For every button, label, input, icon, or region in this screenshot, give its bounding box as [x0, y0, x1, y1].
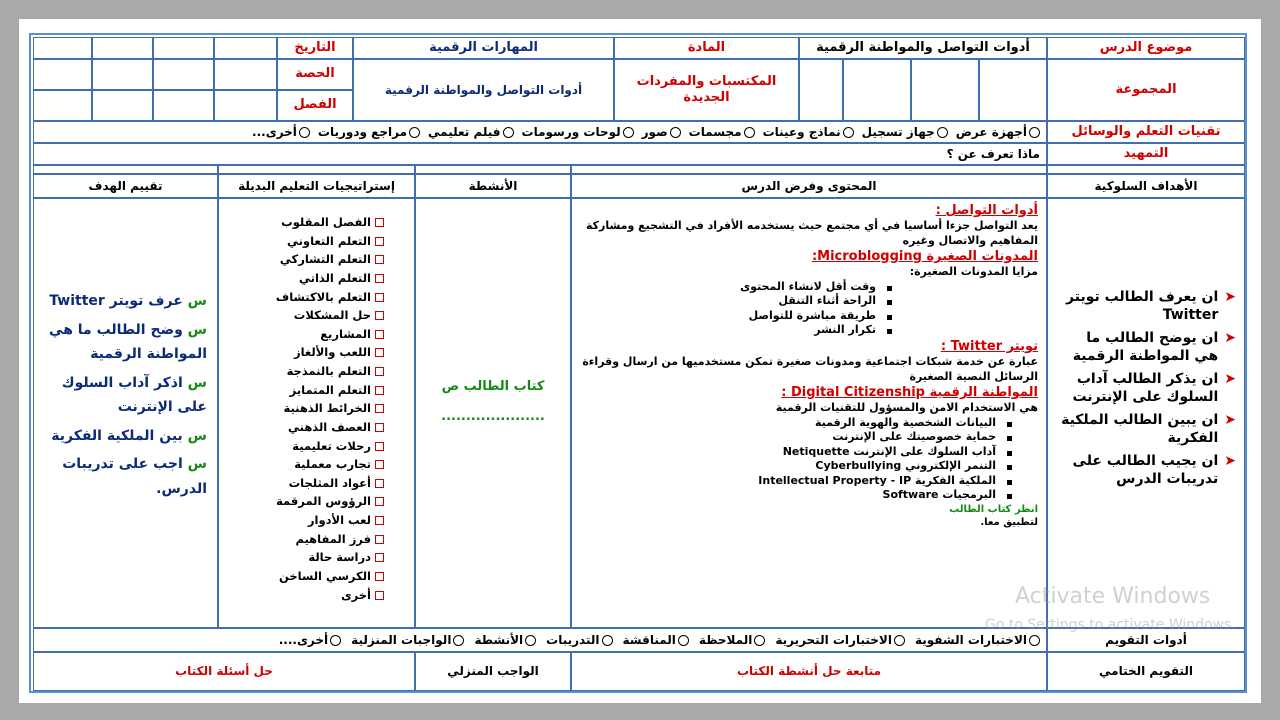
assessment-option[interactable]: الاختبارات الشفوية: [915, 633, 1040, 648]
strategy-checkbox[interactable]: اللعب والألغاز: [219, 343, 384, 362]
tools-option[interactable]: صور: [642, 125, 681, 140]
date-cell-4: [33, 37, 92, 59]
radio-circle-icon: [670, 127, 681, 138]
radio-circle-icon: [1029, 635, 1040, 646]
evaluation-question: س اجب على تدريبات الدرس.: [62, 456, 207, 497]
strategy-checkbox[interactable]: التعلم بالنمذجة: [219, 362, 384, 381]
assessment-option[interactable]: الواجبات المنزلية: [351, 633, 464, 648]
date-cell-3: [92, 37, 153, 59]
strategy-checkbox[interactable]: دراسة حالة: [219, 548, 384, 567]
intro-label: التمهيد: [1047, 143, 1245, 165]
strategy-checkbox[interactable]: حل المشكلات: [219, 306, 384, 325]
tools-option[interactable]: فيلم تعليمي: [428, 125, 514, 140]
group-cell-3: [843, 59, 911, 121]
assessment-option[interactable]: الأنشطة: [474, 633, 536, 648]
radio-circle-icon: [894, 635, 905, 646]
col-header-strategies: إستراتيجيات التعليم البديلة: [218, 174, 415, 198]
group-label: المجموعة: [1047, 59, 1245, 121]
strategy-checkbox[interactable]: التعلم الذاتي: [219, 269, 384, 288]
assessment-option[interactable]: أخرى....: [279, 633, 341, 648]
list-item: تكرار النشر: [578, 323, 898, 338]
radio-circle-icon: [409, 127, 420, 138]
strategy-checkbox[interactable]: رحلات تعليمية: [219, 437, 384, 456]
assessment-option[interactable]: المناقشة: [623, 633, 689, 648]
spacer-cell: [218, 165, 415, 174]
col-header-activities: الأنشطة: [415, 174, 571, 198]
period-cell-4: [33, 59, 92, 90]
content-paragraph: عبارة عن خدمة شبكات اجتماعية ومدونات صغيرة تمكن مستخدميها من ارسال وقراءة الرسائل النصية الصغيرة: [582, 355, 1038, 383]
arrow-left-icon: ➤: [1224, 289, 1236, 305]
strategy-checkbox[interactable]: لعب الأدوار: [219, 511, 384, 530]
content-note: انظر كتاب الطالب: [949, 503, 1038, 515]
col-header-content: المحتوى وفرض الدرس: [571, 174, 1047, 198]
radio-circle-icon: [754, 635, 765, 646]
activity-book-page: كتاب الطالب ص: [441, 379, 545, 394]
list-item: البرمجيات Software: [578, 488, 1018, 503]
intro-value: ماذا تعرف عن ؟: [33, 143, 1047, 165]
list-item: التنمر الإلكتروني Cyberbullying: [578, 459, 1018, 474]
objective-item: ➤ ان يجيب الطالب على تدريبات الدرس: [1072, 453, 1236, 487]
content-paragraph: مزايا المدونات الصغيرة:: [909, 265, 1038, 279]
period-label: الحصة: [277, 59, 353, 90]
subject-label: المادة: [614, 37, 799, 59]
spacer-cell: [33, 165, 218, 174]
radio-circle-icon: [937, 127, 948, 138]
radio-circle-icon: [623, 127, 634, 138]
list-item: البيانات الشخصية والهوية الرقمية: [578, 416, 1018, 431]
strategy-checkbox[interactable]: أعواد المثلجات: [219, 474, 384, 493]
spacer-cell: [415, 165, 571, 174]
content-heading-twitter: تويتر Twitter :: [940, 338, 1038, 354]
strategy-checkbox[interactable]: التعلم التعاوني: [219, 232, 384, 251]
tools-option[interactable]: مراجع ودوريات: [318, 125, 420, 140]
radio-circle-icon: [1029, 127, 1040, 138]
radio-circle-icon: [744, 127, 755, 138]
radio-circle-icon: [525, 635, 536, 646]
arrow-left-icon: ➤: [1224, 453, 1236, 469]
topic-label: موضوع الدرس: [1047, 37, 1245, 59]
period-cell-2: [153, 59, 214, 90]
final-followup: متابعة حل أنشطة الكتاب: [571, 652, 1047, 691]
list-item: حماية خصوصيتك على الإنترنت: [578, 430, 1018, 445]
microblog-advantages-list: [578, 280, 1038, 338]
col-header-objectives: الأهداف السلوكية: [1047, 174, 1245, 198]
tools-option[interactable]: أجهزة عرض: [956, 125, 1040, 140]
evaluation-question: س عرف تويتر Twitter: [49, 293, 207, 309]
arrow-left-icon: ➤: [1224, 371, 1236, 387]
radio-circle-icon: [453, 635, 464, 646]
evaluation-question: س اذكر آداب السلوك على الإنترنت: [61, 374, 207, 415]
objectives-list: [1058, 289, 1236, 488]
radio-circle-icon: [602, 635, 613, 646]
class-cell-1: [214, 90, 277, 121]
subject-value: المهارات الرقمية: [353, 37, 614, 59]
tools-option[interactable]: مجسمات: [689, 125, 755, 140]
class-cell-2: [153, 90, 214, 121]
assessment-option[interactable]: الملاحظة: [699, 633, 765, 648]
strategy-checkbox[interactable]: الفصل المقلوب: [219, 213, 384, 232]
arrow-left-icon: ➤: [1224, 330, 1236, 346]
class-cell-3: [92, 90, 153, 121]
list-item: آداب السلوك على الإنترنت Netiquette: [578, 445, 1018, 460]
date-cell-1: [214, 37, 277, 59]
strategy-checkbox[interactable]: المشاريع: [219, 325, 384, 344]
strategy-checkbox[interactable]: فرز المفاهيم: [219, 530, 384, 549]
radio-circle-icon: [843, 127, 854, 138]
content-heading-tools: أدوات التواصل :: [935, 203, 1038, 218]
objectives-cell: [1047, 198, 1245, 628]
content-heading-microblogging: المدونات الصغيرة Microblogging:: [811, 249, 1038, 265]
list-item: الراحة أثناء التنقل: [578, 294, 898, 309]
radio-circle-icon: [503, 127, 514, 138]
radio-circle-icon: [678, 635, 689, 646]
assessment-option[interactable]: الاختبارات التحريرية: [775, 633, 905, 648]
assessment-option[interactable]: التدريبات: [546, 633, 612, 648]
objective-item: ➤ ان يذكر الطالب آداب السلوك على الإنترنت: [1072, 371, 1236, 405]
activate-windows-subtext: Go to Settings to activate Windows.: [985, 617, 1236, 633]
period-cell-1: [214, 59, 277, 90]
list-item: طريقة مباشرة للتواصل: [578, 309, 898, 324]
class-cell-4: [33, 90, 92, 121]
radio-circle-icon: [299, 127, 310, 138]
group-cell-2: [911, 59, 979, 121]
topic-value: أدوات التواصل والمواطنة الرقمية: [799, 37, 1047, 59]
tools-label: تقنيات التعلم والوسائل: [1047, 121, 1245, 143]
group-cell-1: [979, 59, 1047, 121]
tools-option[interactable]: نماذج وعينات: [763, 125, 854, 140]
objective-item: ➤ ان يعرف الطالب تويتر Twitter: [1066, 289, 1236, 323]
strategies-list: [219, 213, 384, 604]
gains-value: أدوات التواصل والمواطنة الرقمية: [353, 59, 614, 121]
content-cell: [571, 198, 1047, 628]
spacer-cell: [571, 165, 1047, 174]
objective-item: ➤ ان يبين الطالب الملكية الفكرية: [1061, 412, 1236, 446]
content-note: لتطبيق معا.: [980, 517, 1038, 529]
activity-page-blank: .....................: [441, 409, 545, 425]
strategy-checkbox[interactable]: أخرى: [219, 586, 384, 605]
strategy-checkbox[interactable]: التعلم التشاركي: [219, 250, 384, 269]
assessment-options: [33, 628, 1047, 652]
assessment-label: أدوات التقويم: [1047, 628, 1245, 652]
spacer-cell: [1047, 165, 1245, 174]
class-label: الفصل: [277, 90, 353, 121]
strategy-checkbox[interactable]: الخرائط الذهنية: [219, 399, 384, 418]
tools-option[interactable]: لوحات ورسومات: [522, 125, 634, 140]
evaluation-cell: [33, 198, 218, 628]
evaluation-question: س بين الملكية الفكرية: [51, 427, 207, 444]
list-item: وقت أقل لانشاء المحتوى: [578, 280, 898, 295]
group-cell-4: [799, 59, 843, 121]
content-paragraph: هي الاستخدام الامن والمسؤول للتقنيات الرقمية: [775, 401, 1038, 415]
activities-cell: [415, 198, 571, 628]
content-paragraph: يعد التواصل جزءا أساسيا في أي مجتمع حيث يستخدمه الأفراد في التشجيع ومشاركة المفاهيم والاتصال وغيره: [585, 219, 1038, 247]
strategy-checkbox[interactable]: التعلم بالاكتشاف: [219, 288, 384, 307]
tools-options: [33, 121, 1047, 143]
citizenship-elements-list: [578, 416, 1038, 503]
strategy-checkbox[interactable]: تجارب معملية: [219, 455, 384, 474]
strategy-checkbox[interactable]: الكرسي الساخن: [219, 567, 384, 586]
strategy-checkbox[interactable]: الرؤوس المرقمة: [219, 492, 384, 511]
list-item: الملكية الفكرية Intellectual Property - IP: [578, 474, 1018, 489]
evaluation-question: س وضح الطالب ما هي المواطنة الرقمية: [49, 321, 207, 362]
activate-windows-watermark: Activate Windows: [1015, 584, 1211, 609]
tools-option[interactable]: أخرى...: [252, 125, 310, 140]
gains-label: المكتسبات والمفردات الجديدة: [614, 59, 799, 121]
strategy-checkbox[interactable]: التعلم المتمايز: [219, 381, 384, 400]
period-cell-3: [92, 59, 153, 90]
homework-value: حل أسئلة الكتاب: [33, 652, 415, 691]
content-heading-citizenship: المواطنة الرقمية Digital Citizenship :: [781, 385, 1038, 401]
tools-option[interactable]: جهاز تسجيل: [862, 125, 948, 140]
final-label: التقويم الختامي: [1047, 652, 1245, 691]
objective-item: ➤ ان يوضح الطالب ما هي المواطنة الرقمية: [1072, 330, 1236, 364]
date-cell-2: [153, 37, 214, 59]
strategy-checkbox[interactable]: العصف الذهني: [219, 418, 384, 437]
arrow-left-icon: ➤: [1224, 412, 1236, 428]
strategies-cell: [218, 198, 415, 628]
radio-circle-icon: [330, 635, 341, 646]
col-header-evaluation: تقييم الهدف: [33, 174, 218, 198]
date-label: التاريخ: [277, 37, 353, 59]
homework-label: الواجب المنزلي: [415, 652, 571, 691]
